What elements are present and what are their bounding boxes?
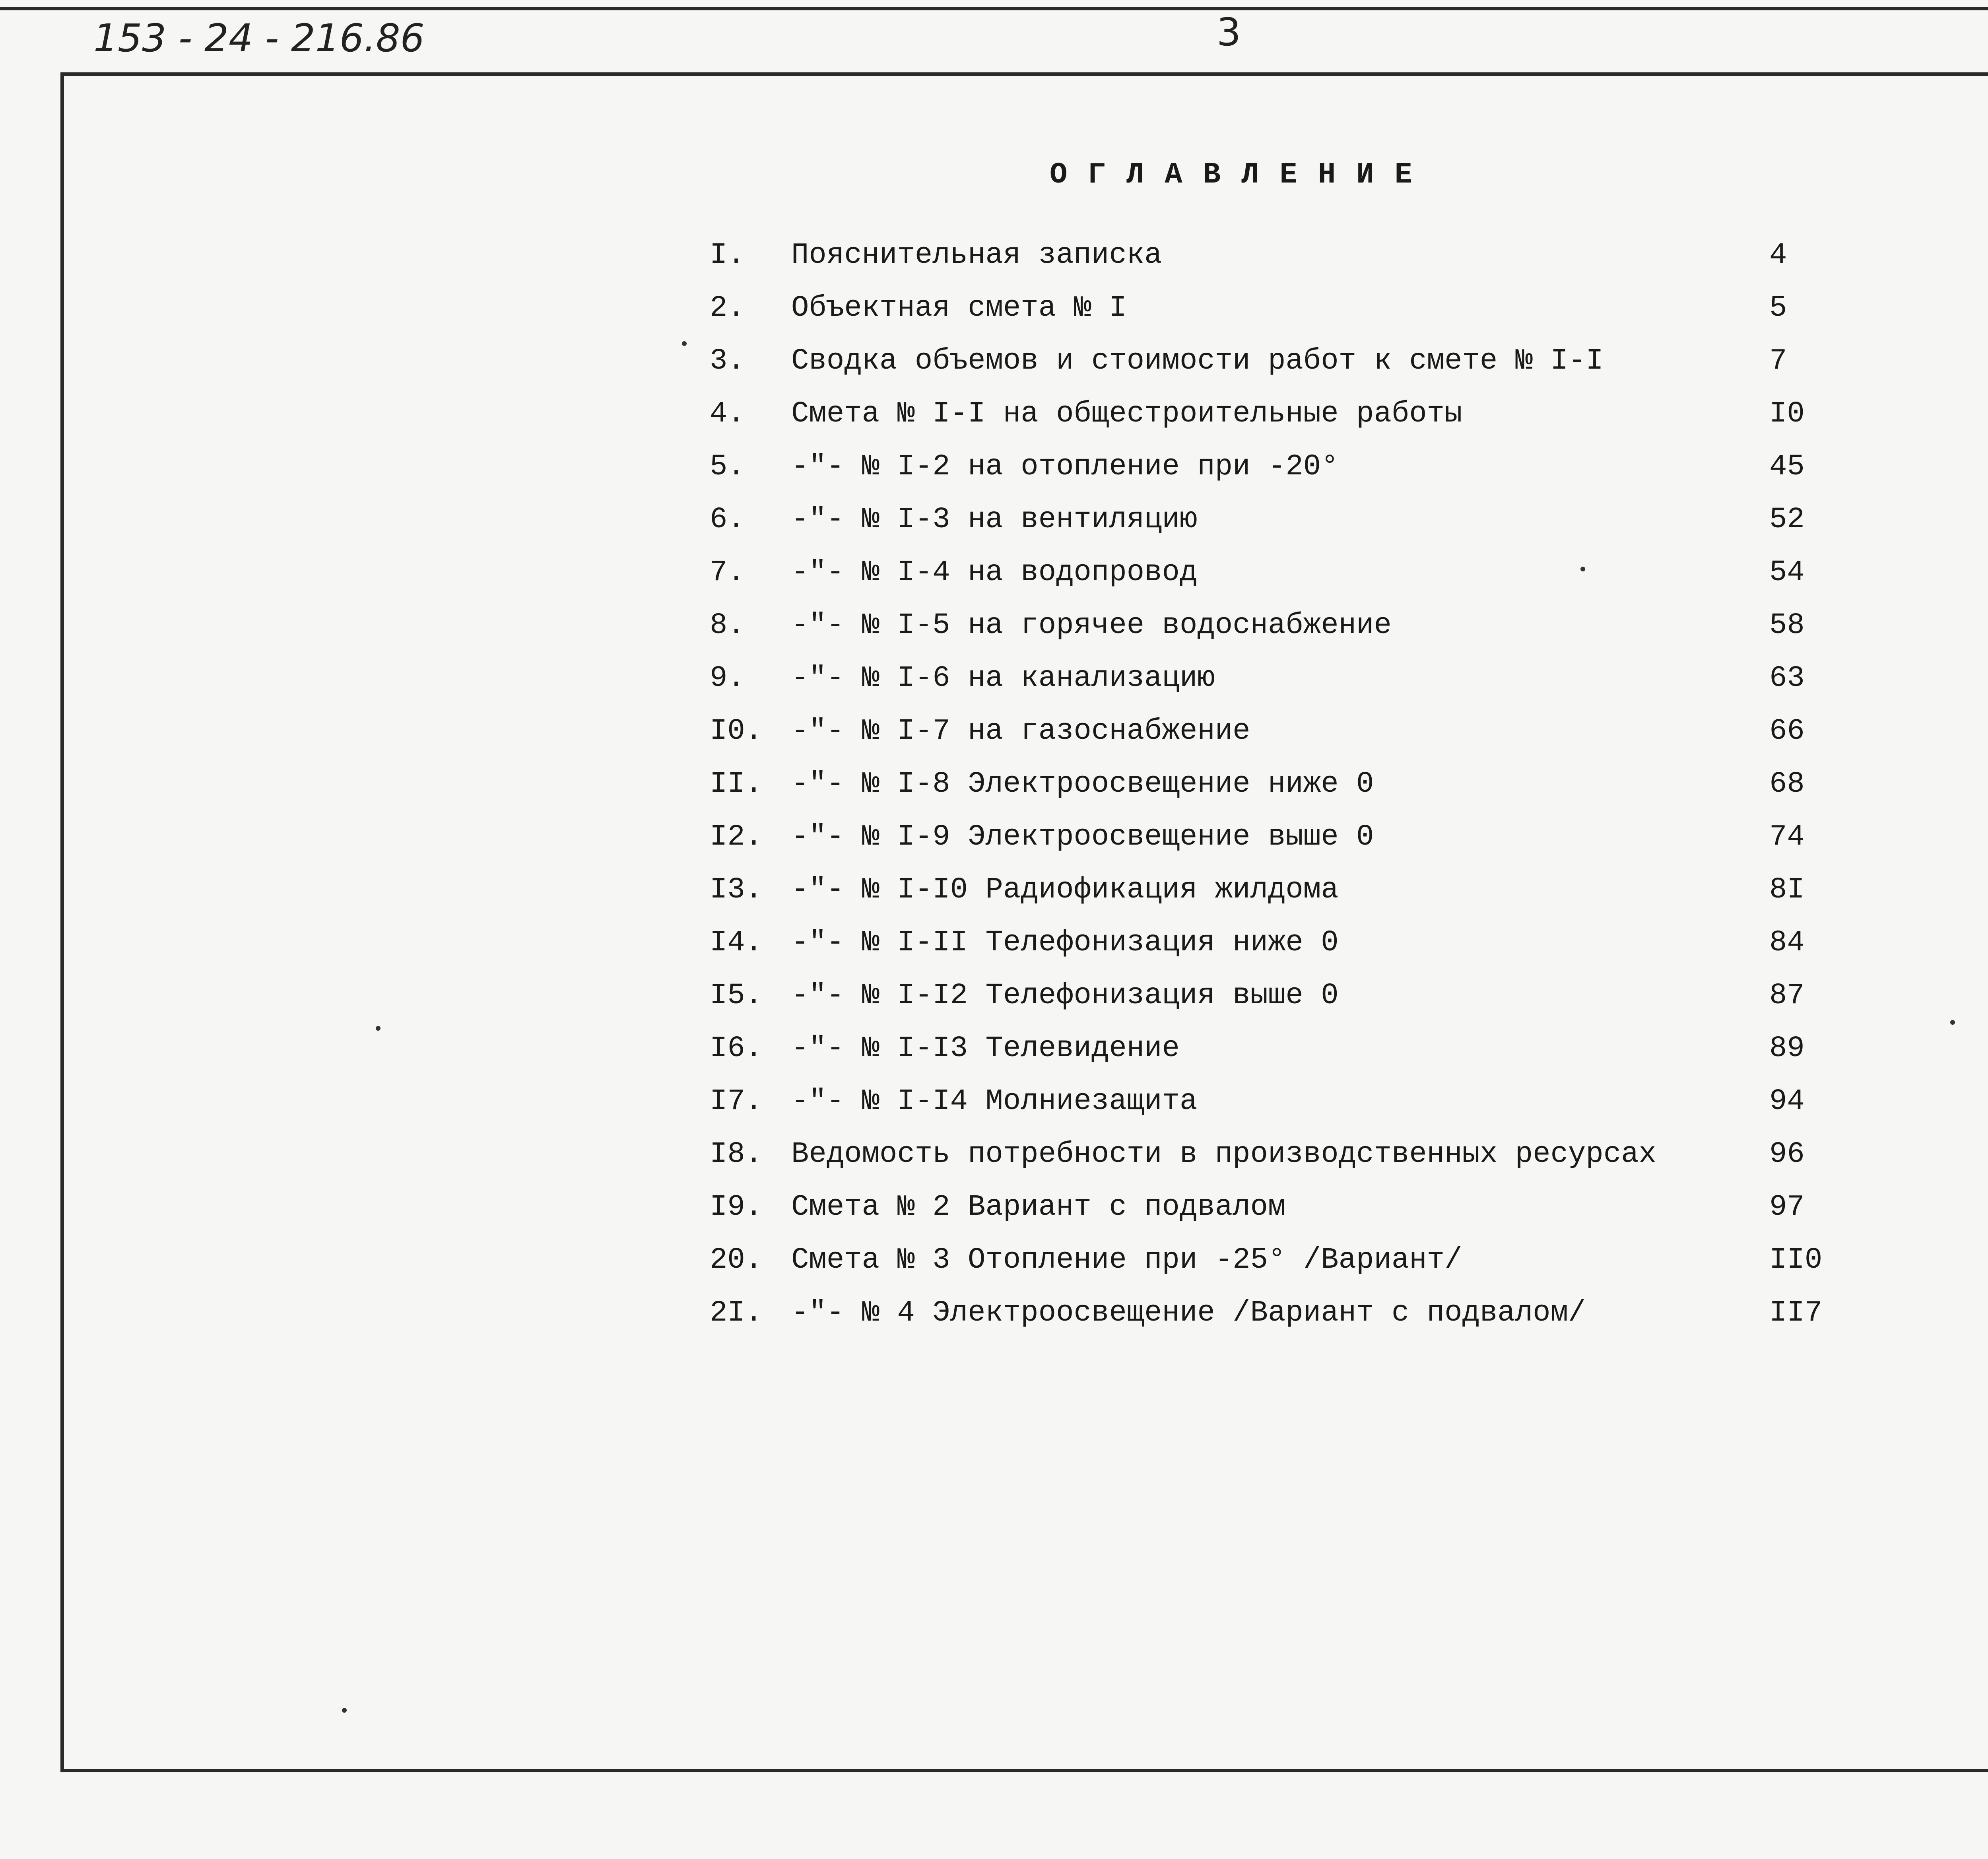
toc-entry-number: I2. <box>710 820 763 854</box>
toc-entry-page: 94 <box>1769 1085 1805 1118</box>
toc-entry-page: 58 <box>1769 609 1805 642</box>
toc-entry-title: Объектная смета № I <box>791 291 1127 325</box>
scan-speck <box>682 341 687 346</box>
toc-entry-title: -"- № I-I2 Телефонизация выше 0 <box>791 979 1339 1012</box>
toc-entry-number: II. <box>710 767 763 801</box>
toc-entry-number: 7. <box>710 556 745 589</box>
scan-speck <box>342 1708 347 1713</box>
toc-entry-page: 52 <box>1769 503 1805 536</box>
toc-entry-number: I. <box>710 239 745 272</box>
toc-entry-number: 5. <box>710 450 745 484</box>
toc-title: ОГЛАВЛЕНИЕ <box>1050 158 1433 192</box>
toc-entry-title: -"- № I-6 на канализацию <box>791 662 1215 695</box>
toc-entry-title: -"- № I-9 Электроосвещение выше 0 <box>791 820 1374 854</box>
toc-entry-page: 8I <box>1769 873 1805 907</box>
toc-entry-number: I5. <box>710 979 763 1012</box>
toc-entry-page: I0 <box>1769 397 1805 431</box>
toc-entry-number: 2I. <box>710 1296 763 1330</box>
scan-speck <box>376 1026 381 1031</box>
toc-entry-page: II7 <box>1769 1296 1823 1330</box>
toc-entry-title: Смета № I-I на общестроительные работы <box>791 397 1462 431</box>
toc-entry-page: 89 <box>1769 1032 1805 1065</box>
toc-entry-title: -"- № I-8 Электроосвещение ниже 0 <box>791 767 1374 801</box>
toc-entry-title: -"- № 4 Электроосвещение /Вариант с подвалом/ <box>791 1296 1586 1330</box>
toc-entry-page: 84 <box>1769 926 1805 960</box>
toc-entry-title: Смета № 3 Отопление при -25° /Вариант/ <box>791 1243 1462 1277</box>
toc-entry-title: -"- № I-4 на водопровод <box>791 556 1198 589</box>
toc-entry-page: 96 <box>1769 1138 1805 1171</box>
toc-entry-number: I0. <box>710 715 763 748</box>
toc-entry-page: 63 <box>1769 662 1805 695</box>
toc-entry-number: I6. <box>710 1032 763 1065</box>
toc-entry-page: 5 <box>1769 291 1787 325</box>
toc-entry-title: -"- № I-I4 Молниезащита <box>791 1085 1198 1118</box>
toc-entry-number: 8. <box>710 609 745 642</box>
toc-entry-page: II0 <box>1769 1243 1823 1277</box>
scan-speck <box>1950 1020 1955 1025</box>
toc-entry-title: -"- № I-I3 Телевидение <box>791 1032 1180 1065</box>
page-number: 3 <box>1217 10 1241 54</box>
toc-entry-title: -"- № I-7 на газоснабжение <box>791 715 1250 748</box>
toc-entry-number: 6. <box>710 503 745 536</box>
toc-entry-title: -"- № I-2 на отопление при -20° <box>791 450 1339 484</box>
toc-entry-title: -"- № I-I0 Радиофикация жилдома <box>791 873 1339 907</box>
toc-entry-page: 74 <box>1769 820 1805 854</box>
toc-entry-title: Сводка объемов и стоимости работ к смете № I-I <box>791 344 1604 378</box>
toc-entry-page: 66 <box>1769 715 1805 748</box>
document-code: 153 - 24 - 216.86 <box>93 16 425 60</box>
toc-entry-number: I3. <box>710 873 763 907</box>
toc-entry-number: I9. <box>710 1191 763 1224</box>
toc-entry-page: 4 <box>1769 239 1787 272</box>
toc-entry-number: I7. <box>710 1085 763 1118</box>
toc-entry-title: -"- № I-3 на вентиляцию <box>791 503 1198 536</box>
toc-entry-title: Ведомость потребности в производственных ресурсах <box>791 1138 1656 1171</box>
toc-entry-number: I4. <box>710 926 763 960</box>
toc-entry-number: I8. <box>710 1138 763 1171</box>
toc-entry-page: 97 <box>1769 1191 1805 1224</box>
scan-speck <box>1580 567 1585 571</box>
toc-entry-page: 87 <box>1769 979 1805 1012</box>
toc-entry-number: 20. <box>710 1243 763 1277</box>
toc-entry-title: Смета № 2 Вариант с подвалом <box>791 1191 1286 1224</box>
toc-entry-title: Пояснительная записка <box>791 239 1162 272</box>
toc-entry-number: 4. <box>710 397 745 431</box>
toc-entry-page: 45 <box>1769 450 1805 484</box>
toc-entry-page: 68 <box>1769 767 1805 801</box>
toc-entry-number: 3. <box>710 344 745 378</box>
toc-entry-page: 7 <box>1769 344 1787 378</box>
toc-entry-number: 9. <box>710 662 745 695</box>
toc-entry-title: -"- № I-II Телефонизация ниже 0 <box>791 926 1339 960</box>
toc-entry-title: -"- № I-5 на горячее водоснабжение <box>791 609 1392 642</box>
toc-entry-page: 54 <box>1769 556 1805 589</box>
toc-entry-number: 2. <box>710 291 745 325</box>
